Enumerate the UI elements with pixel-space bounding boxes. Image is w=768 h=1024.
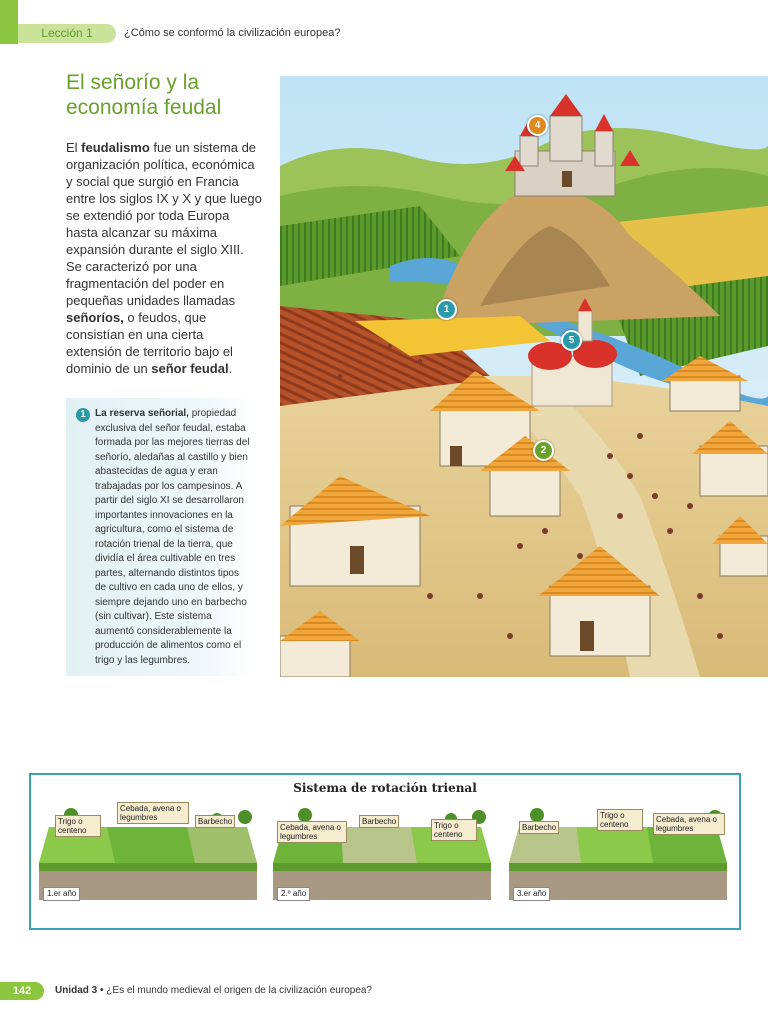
lesson-tab: Lección 1 bbox=[18, 24, 116, 43]
page-title: El señorío y la economía feudal bbox=[66, 71, 222, 119]
illustration-marker-1: 1 bbox=[436, 299, 457, 320]
rotation-diagram bbox=[29, 773, 741, 930]
reserva-senorial-note bbox=[66, 398, 252, 676]
illustration-marker-5: 5 bbox=[561, 330, 582, 351]
feudal-manor-illustration bbox=[280, 76, 768, 677]
note-number-badge: 1 bbox=[76, 408, 90, 422]
label-trigo-centeno: Trigo o centeno bbox=[431, 819, 477, 841]
label-cebada-avena: Cebada, avena o legumbres bbox=[277, 821, 347, 843]
footer-unit-text: Unidad 3 • ¿Es el mundo medieval el origen de la civilización europea? bbox=[55, 985, 372, 996]
year-label: 2.º año bbox=[277, 887, 310, 901]
illustration-marker-4: 4 bbox=[527, 115, 548, 136]
label-barbecho: Barbecho bbox=[359, 815, 399, 828]
label-trigo-centeno: Trigo o centeno bbox=[55, 815, 101, 837]
intro-paragraph: El feudalismo fue un sistema de organización política, económica y social que surgió en Francia entre los siglos IX y X y que luego se extendió por toda Europa hasta alcanzar su máxima expansión durante el siglo XIII. Se caracterizó por una fragmentación del poder en pequeñas unidades llamadas señoríos, o feudos, que consistían en una cierta extensión de territorio bajo el dominio de un señor feudal. bbox=[66, 140, 262, 376]
header-accent-strip bbox=[0, 0, 18, 44]
lesson-title: ¿Cómo se conformó la civilización europea? bbox=[124, 27, 341, 39]
term-senorios: señoríos, bbox=[66, 310, 124, 325]
rotation-year-3 bbox=[507, 805, 729, 923]
label-cebada-avena: Cebada, avena o legumbres bbox=[117, 802, 189, 824]
term-feudalismo: feudalismo bbox=[81, 140, 150, 155]
rotation-year-1 bbox=[37, 805, 259, 923]
feudal-manor-illustration-svg bbox=[280, 76, 768, 677]
page-number: 142 bbox=[0, 982, 44, 1000]
label-barbecho: Barbecho bbox=[195, 815, 235, 828]
rotation-diagram-title: Sistema de rotación trienal bbox=[293, 781, 477, 795]
term-senor-feudal: señor feudal bbox=[151, 361, 229, 376]
year-label: 1.er año bbox=[43, 887, 80, 901]
label-barbecho: Barbecho bbox=[519, 821, 559, 834]
label-cebada-avena: Cebada, avena o legumbres bbox=[653, 813, 725, 835]
illustration-marker-2: 2 bbox=[533, 440, 554, 461]
rotation-year-2 bbox=[271, 805, 493, 923]
year-label: 3.er año bbox=[513, 887, 550, 901]
label-trigo-centeno: Trigo o centeno bbox=[597, 809, 643, 831]
note-text: La reserva señorial, propiedad exclusiva del señor feudal, estaba formada por las mejores tierras del señorío, aledañas al castillo y bien abastecidas de agua y eran trabajadas por los campesinos. A partir del siglo XI se desarrollaron importantes innovaciones en la agricultura, como el sistema de rotación trienal de la tierra, que dividía el área cultivable en tres partes, alternando distintos tipos de cultivo en cada uno de ellos, y siempre dejando uno en barbecho (sin cultivar). Este sistema aumentó considerablemente la producción de alimentos como el trigo y las legumbres. bbox=[95, 408, 250, 666]
